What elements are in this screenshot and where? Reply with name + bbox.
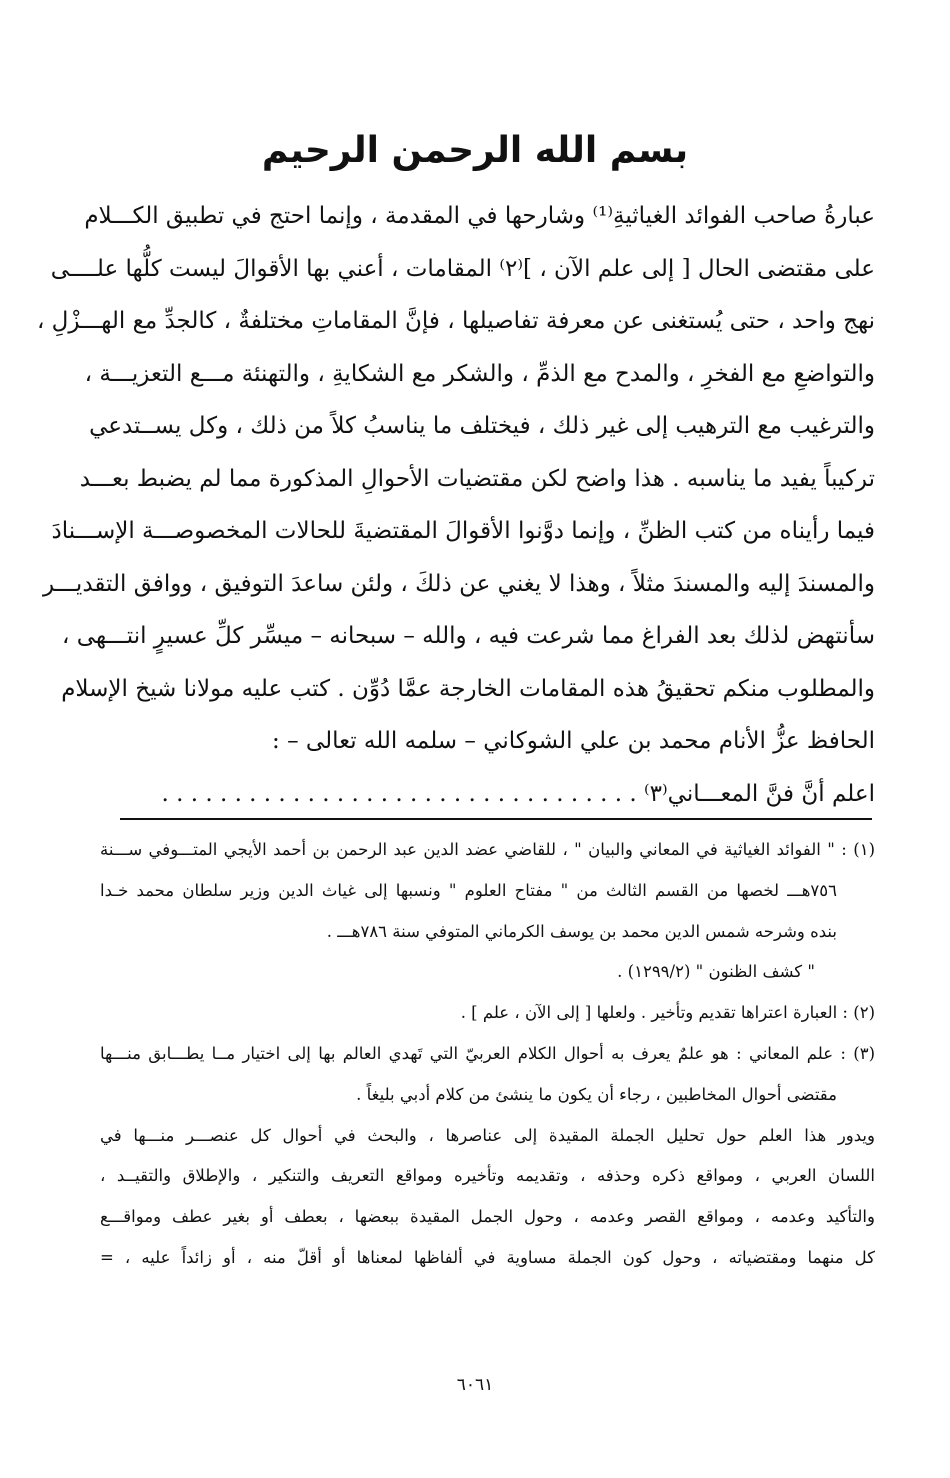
footnote-line: " كشف الظنون " (١٢٩٩/٢) . — [617, 962, 815, 982]
main-text-line: والمطلوب منكم تحقيقُ هذه المقامات الخارجة عمَّا دُوِّن . كتب عليه مولانا شيخ الإسلام — [61, 675, 875, 702]
footnote-line: (١) : " الفوائد الغياثية في المعاني والبيان " ، للقاضي عضد الدين عبد الرحمن بن أحمد الأيجي المتـــوفي ســـنة — [100, 840, 875, 859]
main-text-line: على مقتضى الحال [ إلى علم الآن ، ]⁽٢⁾ المقامات ، أعني بها الأقوالَ ليست كلُّها علــــى — [50, 255, 875, 282]
main-text-line: عبارةُ صاحب الفوائد الغياثيةِ⁽¹⁾ وشارحها في المقدمة ، وإنما احتج في تطبيق الكـــلام — [84, 203, 875, 229]
footnote-separator — [120, 818, 872, 820]
main-text-line: فيما رأيناه من كتب الظنِّ ، وإنما دوَّنوا الأقوالَ المقتضيةَ للحالات المخصوصـــة الإســـنادَ — [51, 518, 875, 544]
main-text-line: تركيباً يفيد ما يناسبه . هذا واضح لكن مقتضيات الأحوالِ المذكورة مما لم يضبط بعـــد — [79, 465, 875, 492]
footnote-line: (٢) : العبارة اعتراها تقديم وتأخير . ولعلها [ إلى الآن ، علم ] . — [460, 1003, 875, 1023]
footnote-line: (٣) : علم المعاني : هو علمٌ يعرف به أحوال الكلام العربيّ التي تَهدي العالم بها إلى اختيار مــا يطـــابق منـــها — [100, 1043, 875, 1063]
footnotes — [100, 830, 875, 1279]
main-text-line: اعلم أنَّ فنَّ المعـــاني⁽٣⁾ . . . . . . . . . . . . . . . . . . . . . . . . . . . . . . . . . — [161, 780, 875, 807]
footnote-line: ٧٥٦هـــ لخصها من القسم الثالث من " مفتاح العلوم " ونسبها إلى غياث الدين وزير سلطان محمد خـدا — [100, 880, 837, 900]
main-text — [36, 190, 875, 820]
page-number: ٦٠٦١ — [456, 1375, 494, 1395]
footnote-line: بنده وشرحه شمس الدين محمد بن يوسف الكرماني المتوفي سنة ٧٨٦هـــ . — [326, 921, 837, 941]
main-text-line: الحافظ عزُّ الأنام محمد بن علي الشوكاني – سلمه الله تعالى – : — [272, 728, 875, 754]
basmala-heading: بسم الله الرحمن الرحيم — [261, 130, 689, 171]
footnote-line: مقتضى أحوال المخاطبين ، رجاء أن يكون ما ينشئ من كلام أدبي بليغاً . — [356, 1084, 837, 1104]
footnote-line: ويدور هذا العلم حول تحليل الجملة المقيدة إلى عناصرها ، والبحث في أحوال كل عنصـــر منـــها في — [100, 1125, 875, 1145]
main-text-line: نهج واحد ، حتى يُستغنى عن معرفة تفاصيلها ، فإنَّ المقاماتِ مختلفةٌ ، كالجدِّ مع الهـــزْلِ ، — [36, 308, 875, 334]
main-text-line: والترغيب مع الترهيب إلى غير ذلك ، فيختلف ما يناسبُ كلاً من ذلك ، وكل يســتدعي — [89, 413, 875, 439]
footnote-line: كل منهما ومقتضياته ، وحول كون الجملة مساوية في ألفاظها لمعناها أو أقلّ منه ، أو زائداً عليه ، = — [100, 1247, 875, 1267]
footnote-line: والتأكيد وعدمه ، ومواقع القصر وعدمه ، وحول الجمل المقيدة ببعضها ، بعطف أو بغير عطف ومواقـــع — [100, 1207, 875, 1227]
main-text-line: سأنتهض لذلك بعد الفراغ مما شرعت فيه ، والله – سبحانه – ميسِّر كلِّ عسيرٍ انتـــهى ، — [62, 623, 875, 649]
main-text-line: والتواضعِ مع الفخرِ ، والمدح مع الذمِّ ، والشكر مع الشكايةِ ، والتهنئة مـــع التعزيـــة ، — [84, 360, 875, 387]
main-text-line: والمسندَ إليه والمسندَ مثلاً ، وهذا لا يغني عن ذلكَ ، ولئن ساعدَ التوفيق ، ووافق التقديـــر — [43, 570, 875, 597]
footnote-line: اللسان العربي ، ومواقع ذكره وحذفه ، وتقديمه وتأخيره ومواقع التعريف والتنكير ، والإطلاق والتقيــد ، — [100, 1166, 875, 1186]
